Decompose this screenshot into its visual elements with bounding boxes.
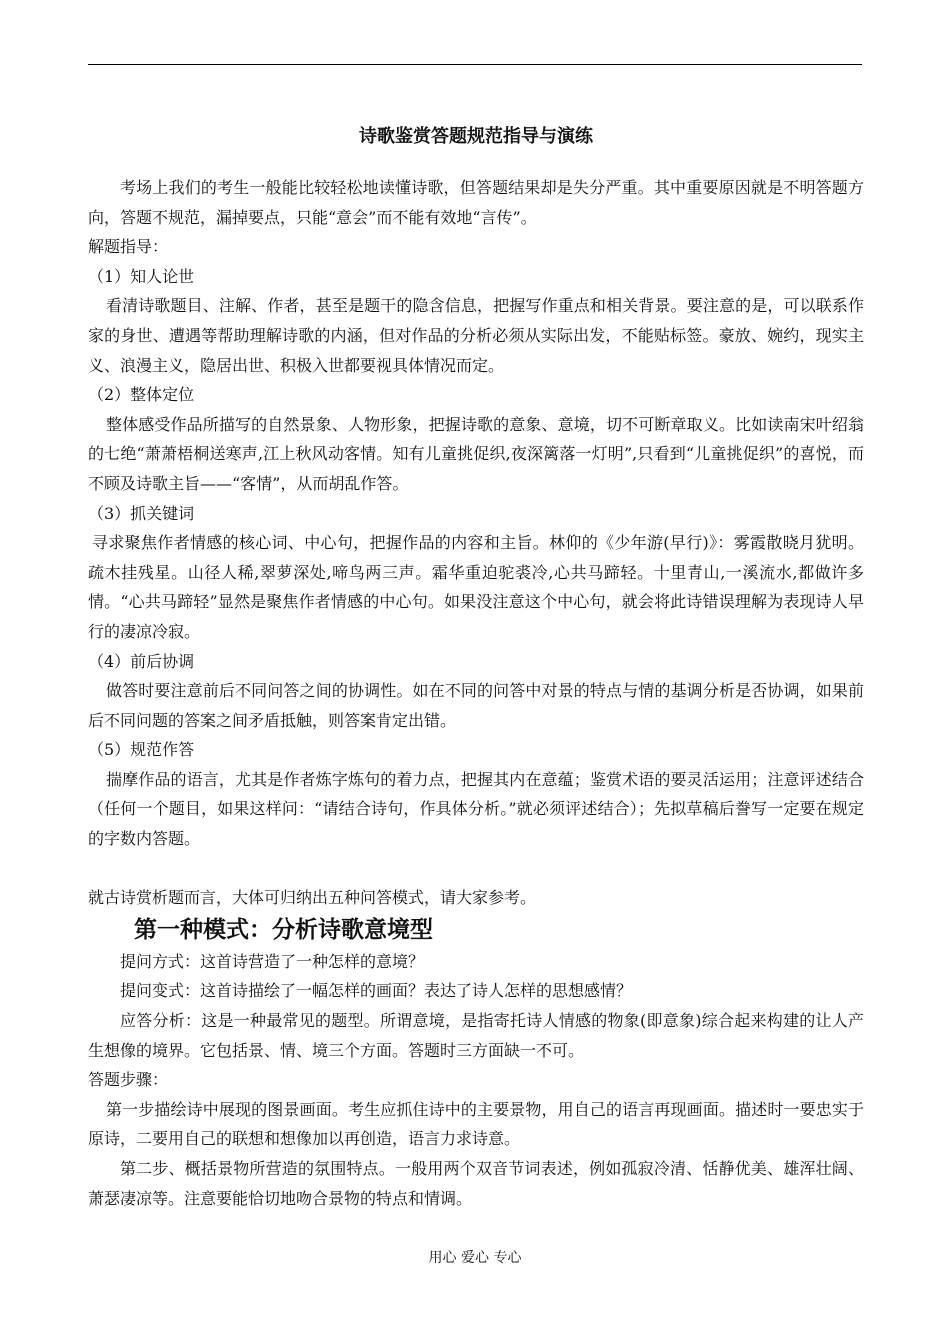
mode-1-analysis: 应答分析：这是一种最常见的题型。所谓意境，是指寄托诗人情感的物象(即意象)综合起来构建的让人产生想像的境界。它包括景、情、境三个方面。答题时三方面缺一不可。 bbox=[88, 1011, 864, 1060]
point-4-body: 做答时要注意前后不同问答之间的协调性。如在不同的问答中对景的特点与情的基调分析是否协调，如果前后不同问题的答案之间矛盾抵触，则答案肯定出错。 bbox=[88, 681, 864, 730]
page-title: 诗歌鉴赏答题规范指导与演练 bbox=[359, 126, 593, 147]
mode-1-question: 提问方式：这首诗营造了一种怎样的意境？ bbox=[120, 951, 425, 971]
point-5-heading: （5）规范作答 bbox=[88, 740, 195, 760]
mode-1-steps-label: 答题步骤： bbox=[88, 1070, 169, 1090]
point-1-body: 看清诗歌题目、注解、作者，甚至是题干的隐含信息，把握写作重点和相关背景。要注意的是，可以联系作家的身世、遭遇等帮助理解诗歌的内涵，但对作品的分析必须从实际出发，不能贴标签。豪放、婉约，现实主义、浪漫主义，隐居出世、积极入世都要视具体情况而定。 bbox=[88, 296, 864, 375]
point-2-heading: （2）整体定位 bbox=[88, 385, 195, 405]
point-4-heading: （4）前后协调 bbox=[88, 651, 195, 671]
point-2-body: 整体感受作品所描写的自然景象、人物形象，把握诗歌的意象、意境，切不可断章取义。比如读南宋叶绍翁的七绝“萧萧梧桐送寒声,江上秋风动客情。知有儿童挑促织,夜深篱落一灯明”,只看到“儿童挑促织”的喜悦，而不顾及诗歌主旨——“客情”，从而胡乱作答。 bbox=[88, 414, 864, 493]
document-body bbox=[88, 121, 864, 1213]
page-footer: 用心 爱心 专心 bbox=[428, 1250, 522, 1266]
guide-label: 解题指导： bbox=[88, 237, 169, 257]
header-rule bbox=[88, 64, 862, 65]
point-5-body: 揣摩作品的语言，尤其是作者炼字炼句的着力点，把握其内在意蕴；鉴赏术语的要灵活运用；注意评述结合（任何一个题目，如果这样问：“请结合诗句，作具体分析。”就必须评述结合）；先拟草稿后誊写一定要在规定的字数内答题。 bbox=[88, 769, 864, 849]
point-3-heading: （3）抓关键词 bbox=[88, 503, 195, 523]
mode-1-heading: 第一种模式：分析诗歌意境型 bbox=[134, 916, 433, 943]
mode-1-step-1: 第一步描绘诗中展现的图景画面。考生应抓住诗中的主要景物，用自己的语言再现画面。描述时一要忠实于原诗，二要用自己的联想和想像加以再创造，语言力求诗意。 bbox=[88, 1099, 864, 1149]
mode-1-variant: 提问变式：这首诗描绘了一幅怎样的画面？表达了诗人怎样的思想感情？ bbox=[120, 981, 633, 1001]
summary-paragraph: 就古诗赏析题而言，大体可归纳出五种问答模式，请大家参考。 bbox=[88, 888, 537, 908]
point-1-heading: （1）知人论世 bbox=[88, 266, 195, 286]
point-3-body: 寻求聚焦作者情感的核心词、中心句，把握作品的内容和主旨。林仰的《少年游(早行)》：雾霞散晓月犹明。疏木挂残星。山径人稀,翠萝深处,啼鸟两三声。霜华重迫驼裘冷,心共马蹄轻。十里青山,一溪流水,都做许多情。“心共马蹄轻”显然是聚焦作者情感的中心句。如果没注意这个中心句，就会将此诗错误理解为表现诗人早行的凄凉冷寂。 bbox=[88, 533, 864, 641]
mode-1-step-2: 第二步、概括景物所营造的氛围特点。一般用两个双音节词表述，例如孤寂冷清、恬静优美、雄浑壮阔、萧瑟凄凉等。注意要能恰切地吻合景物的特点和情调。 bbox=[88, 1159, 864, 1208]
paragraph-gap bbox=[88, 854, 864, 884]
intro-paragraph: 考场上我们的考生一般能比较轻松地读懂诗歌，但答题结果却是失分严重。其中重要原因就是不明答题方向，答题不规范，漏掉要点，只能“意会”而不能有效地“言传”。 bbox=[88, 178, 864, 227]
